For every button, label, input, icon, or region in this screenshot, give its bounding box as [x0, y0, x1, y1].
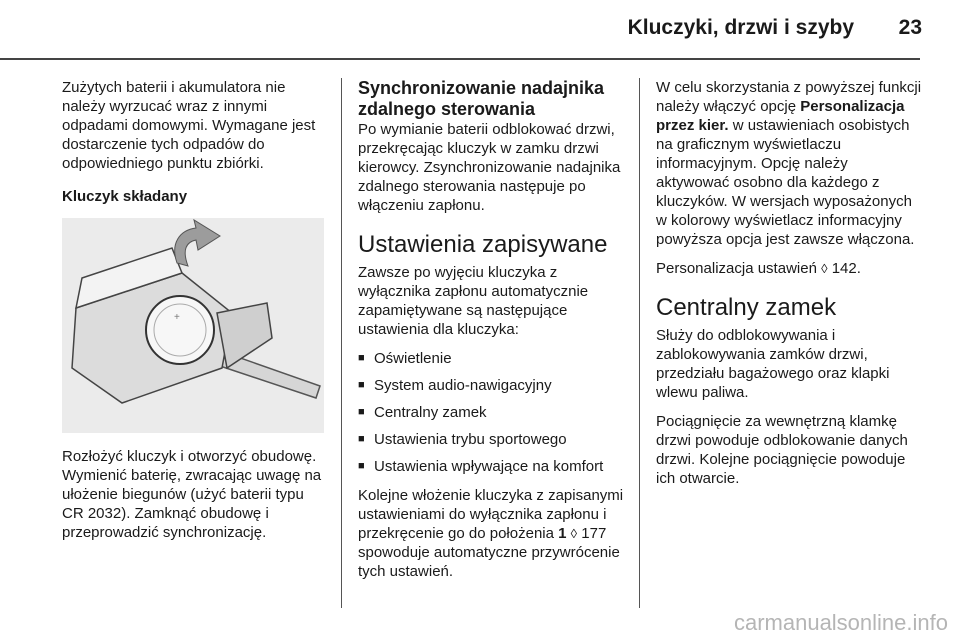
personalization-option-label: Personalizacja przez kier. — [656, 98, 905, 134]
battery-replacement-text: Rozłożyć kluczyk i otworzyć obudowę. Wymienić baterię, zwracając uwagę na ułożenie biegunów (użyć baterii typu CR 2032). Zamknąć obudowę i przeprowadzić synchronizację. — [62, 448, 322, 541]
battery-disposal-text: Zużytych baterii i akumulatora nie należy wyrzucać wraz z innymi odpadami domowymi. Wymagane jest dostarczenie tych odpadów do odpowiedniego punktu zbiórki. — [62, 79, 316, 172]
list-item: ■ Ustawienia wpływające na komfort — [358, 458, 604, 475]
page-reference[interactable]: 177 — [581, 525, 607, 542]
column-middle — [358, 78, 624, 591]
column-left — [62, 78, 324, 552]
personalization-reference-text: Personalizacja ustawień ◊ 142. — [656, 260, 861, 277]
personalization-text: W celu skorzystania z powyższej funkcji należy włączyć opcję Personalizacja przez kier. w ustawieniach osobistych na graficznym wyświetlaczu informacyjnym. Opcję należy aktywować osobno dla każdego z kluczyków. W wersjach wyposażonych w kolorowy wyświetlacz informacyjny powyższa opcja jest zawsze włączona. — [656, 79, 922, 248]
saved-settings-heading: Ustawienia zapisywane — [358, 231, 608, 258]
folding-key-battery-drawing — [62, 218, 324, 433]
bullet-icon: ■ — [358, 460, 365, 472]
list-item: ■ Ustawienia trybu sportowego — [358, 431, 567, 448]
bullet-icon: ■ — [358, 352, 365, 364]
page-number: 23 — [898, 16, 922, 39]
column-right — [656, 78, 922, 498]
position-label: 1 — [558, 525, 567, 542]
header-title: Kluczyki, drzwi i szyby — [627, 16, 854, 39]
svg-text:+: + — [174, 312, 180, 323]
folding-key-subheading: Kluczyk składany — [62, 188, 188, 205]
saved-settings-intro: Zawsze po wyjęciu kluczyka z wyłącznika zapłonu automatycznie zapamiętywane są następujące ustawienia dla kluczyka: — [358, 264, 589, 338]
sync-heading: Synchronizowanie nadajnika zdalnego sterowania — [358, 78, 605, 119]
cross-reference-icon: ◊ — [821, 261, 828, 276]
page-reference[interactable]: 142. — [831, 260, 861, 277]
column-divider-2 — [639, 78, 640, 608]
central-lock-text: Służy do odblokowywania i zablokowywania zamków drzwi, przedziału bagażowego oraz klapki wlewu paliwa. — [656, 327, 890, 401]
list-item: ■ Oświetlenie — [358, 350, 452, 367]
folding-key-illustration — [62, 218, 324, 433]
list-item: ■ Centralny zamek — [358, 404, 487, 421]
central-lock-heading: Centralny zamek — [656, 294, 837, 321]
list-item: ■ System audio-nawigacyjny — [358, 377, 552, 394]
bullet-icon: ■ — [358, 406, 365, 418]
bullet-icon: ■ — [358, 433, 365, 445]
watermark: carmanualsonline.info — [733, 610, 948, 635]
column-divider-1 — [341, 78, 342, 608]
cross-reference-icon: ◊ — [570, 526, 578, 541]
restore-settings-text: Kolejne włożenie kluczyka z zapisanymi ustawieniami do wyłącznika zapłonu i przekręcenie go do położenia 1 ◊ 177 spowoduje automatyczne przywrócenie tych ustawień. — [358, 487, 624, 580]
header-rule — [0, 58, 920, 60]
central-lock-handle-text: Pociągnięcie za wewnętrzną klamkę drzwi powoduje odblokowanie danych drzwi. Kolejne pociągnięcie powoduje ich otwarcie. — [656, 413, 908, 487]
bullet-icon: ■ — [358, 379, 365, 391]
sync-text: Po wymianie baterii odblokować drzwi, przekręcając kluczyk w zamku drzwi kierowcy. Zsynchronizowanie nadajnika zdalnego sterowania następuje po włączeniu zapłonu. — [358, 121, 621, 214]
saved-settings-list — [358, 349, 624, 476]
